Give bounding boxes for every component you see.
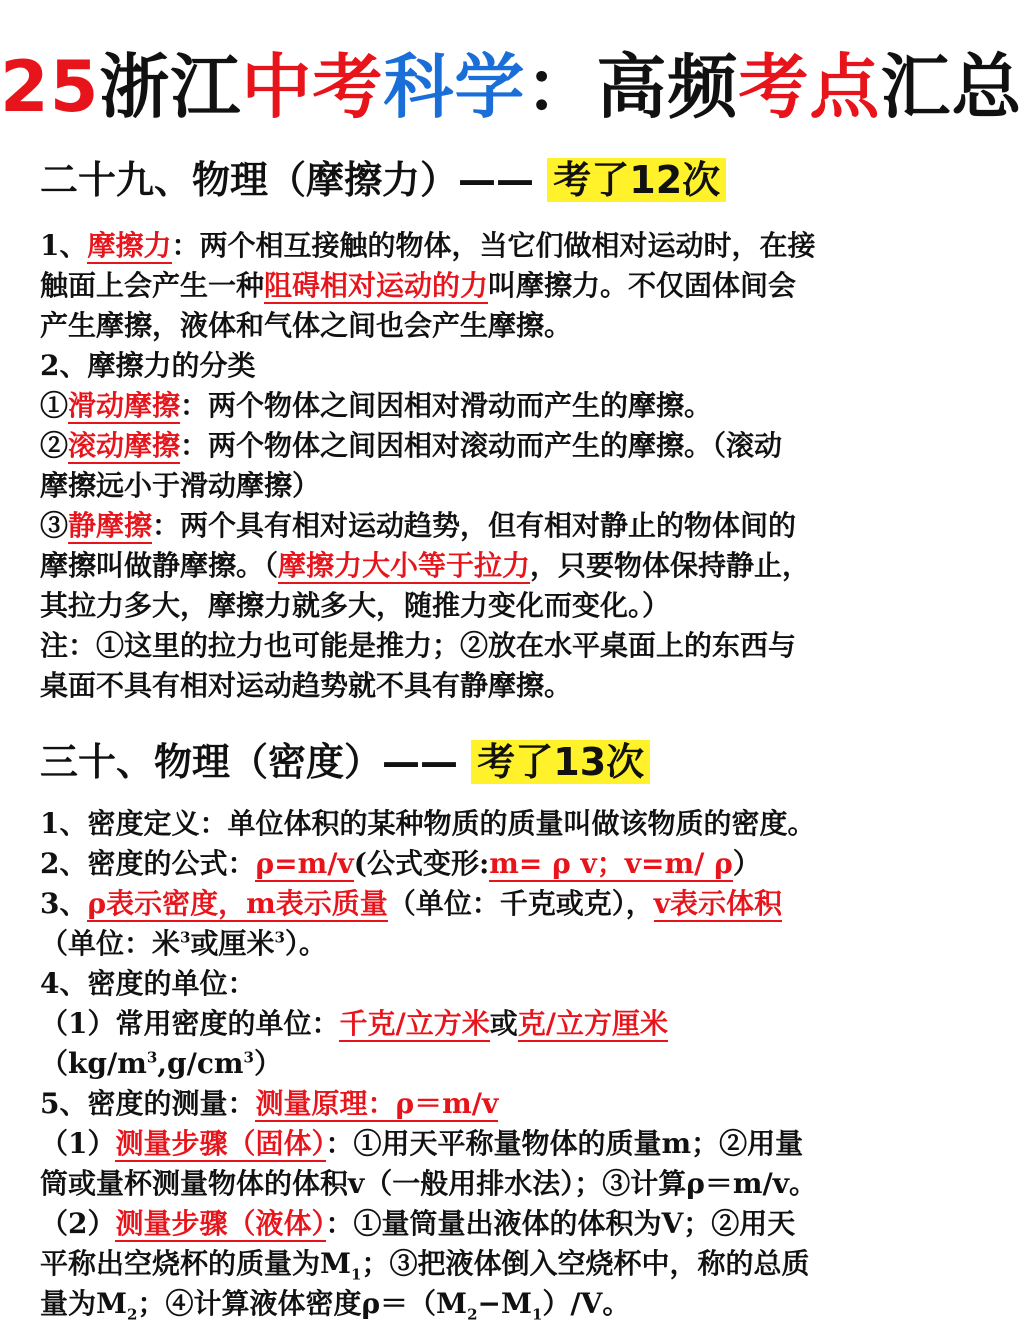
s1-line-3: 产生摩擦，液体和气体之间也会产生摩擦。 xyxy=(40,309,573,342)
s2-line-13 xyxy=(40,1284,970,1324)
s2-line-3 xyxy=(40,884,970,924)
title-part-4: 科学 xyxy=(383,46,526,128)
s1-l8-c: ：两个具有相对运动趋势，但有相对静止的物体间的 xyxy=(152,509,797,542)
s1-line-11: 注：①这里的拉力也可能是推力；②放在水平桌面上的东西与 xyxy=(40,629,797,662)
s2-l9-a: （1） xyxy=(40,1127,116,1160)
s2-l4-c: 或厘米 xyxy=(190,927,275,960)
s2-l3-c: （单位：千克或克）， xyxy=(387,887,654,920)
s1-line-1 xyxy=(40,226,970,266)
s1-l5-a: ① xyxy=(40,389,69,422)
title-part-1: 25 xyxy=(0,46,100,128)
s1-line-6 xyxy=(40,426,970,466)
s2-l4-sup2: 3 xyxy=(274,928,285,947)
s2-l7-sup2: 3 xyxy=(243,1048,254,1067)
s1-l9-term: 摩擦力大小等于拉力 xyxy=(278,549,531,582)
section2-heading-text: 三十、物理（密度）—— xyxy=(40,740,459,784)
s2-l8-a: 5、密度的测量： xyxy=(40,1087,256,1120)
s2-l11-term: 测量步骤（液体） xyxy=(115,1207,326,1240)
s2-l2-variant: m= ρ v；v=m/ ρ xyxy=(489,847,733,880)
s2-line-11 xyxy=(40,1204,970,1244)
s1-l6-a: ② xyxy=(40,429,69,462)
s2-l2-c: (公式变形: xyxy=(353,847,490,880)
s2-line-4 xyxy=(40,924,970,964)
s2-l12-c: ；③把液体倒入空烧杯中，称的总质 xyxy=(361,1247,810,1280)
s2-line-9 xyxy=(40,1124,970,1164)
s1-l6-c: ：两个物体之间因相对滚动而产生的摩擦。（滚动 xyxy=(180,429,783,462)
s2-l11-c: ：①量筒量出液体的体积为V；②用天 xyxy=(325,1207,796,1240)
s2-l13-e: −M xyxy=(477,1287,532,1320)
s2-l9-term: 测量步骤（固体） xyxy=(115,1127,326,1160)
title-part-7: 汇总 xyxy=(880,46,1022,128)
section1-heading xyxy=(40,150,726,210)
s1-l6-term: 滚动摩擦 xyxy=(68,429,181,462)
s2-line-12 xyxy=(40,1244,970,1284)
s1-line-10: 其拉力多大，摩擦力就多大，随推力变化而变化。） xyxy=(40,589,671,622)
section1-heading-text: 二十九、物理（摩擦力）—— xyxy=(40,158,535,202)
s1-l2-c: 叫摩擦力。不仅固体间会 xyxy=(488,269,797,302)
s1-line-9 xyxy=(40,546,970,586)
s2-l4-a: （单位：米 xyxy=(40,927,181,960)
s1-l5-term: 滑动摩擦 xyxy=(68,389,181,422)
section2-count-badge: 考了13次 xyxy=(471,740,650,784)
s1-l1-term: 摩擦力 xyxy=(87,229,172,262)
s1-l8-a: ③ xyxy=(40,509,69,542)
s2-l13-g: ）/V。 xyxy=(542,1287,631,1320)
s2-l3-term: ρ表示密度，m表示质量 xyxy=(87,887,388,920)
s2-l2-formula: ρ=m/v xyxy=(255,847,354,880)
s2-l7-a: （kg/m xyxy=(40,1047,147,1080)
s1-line-8 xyxy=(40,506,970,546)
s1-line-4: 2、摩擦力的分类 xyxy=(40,349,256,382)
s2-l3-a: 3、 xyxy=(40,887,88,920)
s2-line-8 xyxy=(40,1084,970,1124)
s2-line-10: 筒或量杯测量物体的体积v（一般用排水法）；③计算ρ＝m/v。 xyxy=(40,1167,818,1200)
s2-line-7 xyxy=(40,1044,970,1084)
s2-l4-e: ）。 xyxy=(284,927,327,960)
title-part-3: 中考 xyxy=(241,46,384,128)
s1-l2-a: 触面上会产生一种 xyxy=(40,269,265,302)
s1-l9-c: ，只要物体保持静止， xyxy=(530,549,811,582)
s2-l13-a: 量为M xyxy=(40,1287,127,1320)
s2-line-2 xyxy=(40,844,970,884)
s2-l11-a: （2） xyxy=(40,1207,116,1240)
s1-l1-c: ：两个相互接触的物体，当它们做相对运动时，在接 xyxy=(171,229,816,262)
section1-count-badge: 考了12次 xyxy=(547,158,726,202)
s2-l9-c: ：①用天平称量物体的质量m；②用量 xyxy=(325,1127,804,1160)
s1-line-7: 摩擦远小于滑动摩擦） xyxy=(40,469,321,502)
s2-line-5: 4、密度的单位： xyxy=(40,967,256,1000)
title-part-5: ：高频 xyxy=(525,46,739,128)
s1-line-5 xyxy=(40,386,970,426)
s2-l6-unit2: 克/立方厘米 xyxy=(517,1007,668,1040)
s1-l8-term: 静摩擦 xyxy=(68,509,153,542)
s2-l13-sub2: 2 xyxy=(467,1305,478,1324)
s1-l9-a: 摩擦叫做静摩擦。（ xyxy=(40,549,279,582)
s2-l12-a: 平称出空烧杯的质量为M xyxy=(40,1247,351,1280)
s2-l7-c: ,g/cm xyxy=(157,1047,244,1080)
s1-l5-c: ：两个物体之间因相对滑动而产生的摩擦。 xyxy=(180,389,713,422)
s1-l2-term: 阻碍相对运动的力 xyxy=(264,269,489,302)
s2-l13-sub1: 2 xyxy=(127,1305,138,1324)
s2-line-6 xyxy=(40,1004,970,1044)
title-part-6: 考点 xyxy=(738,46,881,128)
title-part-2: 浙江 xyxy=(99,46,242,128)
page-title xyxy=(0,42,1022,132)
s2-l7-e: ） xyxy=(253,1047,282,1080)
s2-l2-a: 2、密度的公式： xyxy=(40,847,256,880)
s2-l13-sub3: 1 xyxy=(531,1305,543,1324)
s2-l6-a: （1）常用密度的单位： xyxy=(40,1007,340,1040)
section2-heading xyxy=(40,732,650,792)
s2-l6-c: 或 xyxy=(489,1007,518,1040)
s2-l6-unit1: 千克/立方米 xyxy=(339,1007,490,1040)
s1-l1-a: 1、 xyxy=(40,229,88,262)
s2-l13-c: ；④计算液体密度ρ＝（M xyxy=(137,1287,468,1320)
s2-l2-e: ） xyxy=(732,847,761,880)
s2-l3-term2: v表示体积 xyxy=(653,887,783,920)
s1-line-2 xyxy=(40,266,970,306)
s2-l4-sup1: 3 xyxy=(180,928,191,947)
s2-l7-sup1: 3 xyxy=(146,1048,158,1067)
s2-l12-sub: 1 xyxy=(351,1265,362,1284)
s2-l8-principle: 测量原理：ρ＝m/v xyxy=(255,1087,499,1120)
s1-line-12: 桌面不具有相对运动趋势就不具有静摩擦。 xyxy=(40,669,573,702)
s2-line-1: 1、密度定义：单位体积的某种物质的质量叫做该物质的密度。 xyxy=(40,807,816,840)
